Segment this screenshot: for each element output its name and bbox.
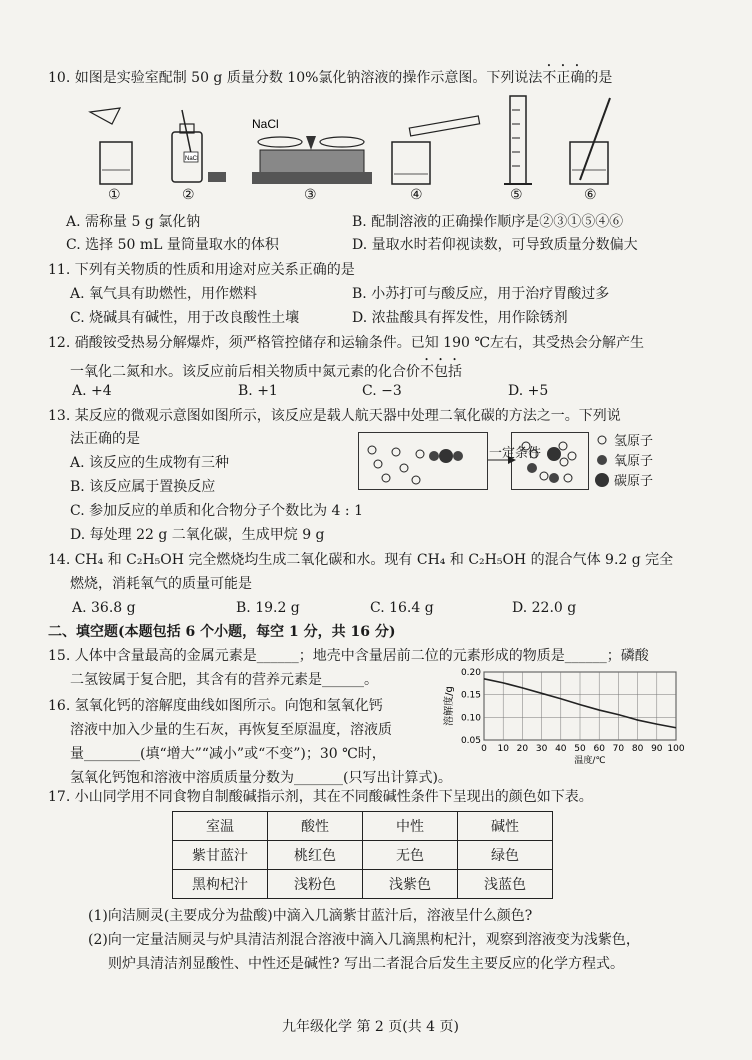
q17-sub1: (1)向洁厕灵(主要成分为盐酸)中滴入几滴紫甘蓝汁后，溶液呈什么颜色? — [88, 908, 533, 924]
table-cell: 浅蓝色 — [458, 870, 553, 899]
step1-beaker-icon — [90, 108, 132, 184]
q12-line2: 一氧化二氮和水。该反应前后相关物质中氮元素的化合价不包括 — [70, 364, 462, 380]
q13-line1: 13. 某反应的微观示意图如图所示，该反应是载人航天器中处理二氧化碳的方法之一。下列说 — [48, 408, 621, 424]
q13-option-b: B. 该反应属于置换反应 — [70, 479, 216, 495]
q16-line4: 氢氧化钙饱和溶液中溶质质量分数为_______(只写出计算式)。 — [70, 770, 452, 786]
q17-sub2-line1: (2)向一定量洁厕灵与炉具清洁剂混合溶液中滴入几滴黑枸杞汁，观察到溶液变为浅紫色， — [88, 932, 640, 948]
step-label-6: ⑥ — [584, 187, 597, 203]
q11-option-a: A. 氧气具有助燃性，用作燃料 — [70, 286, 258, 302]
x-tick-label: 30 — [535, 744, 548, 754]
q13-option-d: D. 每处理 22 g 二氧化碳，生成甲烷 9 g — [70, 527, 325, 543]
q10-stem: 10. 如图是实验室配制 50 g 质量分数 10%氯化钠溶液的操作示意图。下列说法不正确的是 — [48, 70, 613, 86]
table-header-row — [173, 812, 553, 841]
q14-option-d: D. 22.0 g — [512, 600, 577, 616]
table-header-cell: 中性 — [363, 812, 458, 841]
table-header-cell: 碱性 — [458, 812, 553, 841]
q12-option-d: D. +5 — [508, 383, 549, 399]
q12-option-c: C. −3 — [362, 383, 402, 399]
q15-line1: 15. 人体中含量最高的金属元素是______；地壳中含量居前二位的元素形成的物质是______；磷酸 — [48, 648, 649, 664]
q13-line2: 法正确的是 — [70, 431, 140, 447]
svg-text:NaCl: NaCl — [185, 156, 199, 162]
table-cell: 紫甘蓝汁 — [173, 841, 268, 870]
step-label-1: ① — [108, 187, 121, 203]
q14-option-c: C. 16.4 g — [370, 600, 434, 616]
x-tick-label: 50 — [574, 744, 586, 754]
y-tick-label: 0.05 — [460, 736, 481, 746]
table-row — [173, 870, 553, 899]
x-tick-label: 0 — [481, 744, 487, 754]
step4-pouring-icon — [392, 116, 480, 184]
q13-option-a: A. 该反应的生成物有三种 — [70, 455, 230, 471]
q12-line1: 12. 硝酸铵受热易分解爆炸，须严格管控储存和运输条件。已知 190 ℃左右，其受热会分解产生 — [48, 335, 644, 351]
table-cell: 绿色 — [458, 841, 553, 870]
q10-option-b: B. 配制溶液的正确操作顺序是②③①⑤④⑥ — [352, 214, 624, 230]
q17-sub2-line2: 则炉具清洁剂显酸性、中性还是碱性? 写出二者混合后发生主要反应的化学方程式。 — [108, 956, 624, 972]
q13-option-c: C. 参加反应的单质和化合物分子个数比为 4 : 1 — [70, 503, 363, 519]
q11-option-c: C. 烧碱具有碱性，用于改良酸性土壤 — [70, 310, 300, 326]
page-footer: 九年级化学 第 2 页(共 4 页) — [282, 1019, 459, 1035]
q11-stem: 11. 下列有关物质的性质和用途对应关系正确的是 — [48, 262, 355, 278]
solubility-chart — [440, 664, 690, 776]
legend-oxygen: 氧原子 — [614, 454, 654, 469]
step-label-5: ⑤ — [510, 187, 523, 203]
q15-line2: 二氢铵属于复合肥，其含有的营养元素是______。 — [70, 672, 378, 688]
x-tick-label: 100 — [667, 744, 685, 754]
q10-option-d: D. 量取水时若仰视读数，可导致质量分数偏大 — [352, 237, 638, 253]
x-tick-label: 10 — [497, 744, 509, 754]
step-label-2: ② — [182, 187, 195, 203]
legend-hydrogen: 氢原子 — [614, 434, 654, 449]
indicator-table — [172, 811, 553, 899]
q17-stem: 17. 小山同学用不同食物自制酸碱指示剂，其在不同酸碱性条件下呈现出的颜色如下表。 — [48, 789, 593, 805]
y-tick-label: 0.10 — [460, 713, 481, 724]
table-cell: 桃红色 — [268, 841, 363, 870]
x-tick-label: 80 — [631, 744, 644, 754]
q12-option-a: A. +4 — [72, 383, 112, 399]
q14-option-b: B. 19.2 g — [236, 600, 300, 616]
chart-xlabel: 温度/℃ — [574, 756, 606, 766]
q16-line2: 溶液中加入少量的生石灰，再恢复至原温度，溶液质 — [70, 722, 392, 738]
q16-line1: 16. 氢氧化钙的溶解度曲线如图所示。向饱和氢氧化钙 — [48, 698, 383, 714]
q14-line2: 燃烧，消耗氧气的质量可能是 — [70, 576, 252, 592]
step5-measuring-cylinder-icon — [504, 96, 532, 184]
table-cell: 浅粉色 — [268, 870, 363, 899]
x-tick-label: 20 — [516, 744, 529, 754]
table-cell: 浅紫色 — [363, 870, 458, 899]
q13-micro-diagram — [358, 432, 738, 492]
step2-reagent-bottle-icon — [172, 110, 226, 182]
q14-line1: 14. CH₄ 和 C₂H₅OH 完全燃烧均生成二氧化碳和水。现有 CH₄ 和 C₂H₅OH 的混合气体 9.2 g 完全 — [48, 552, 674, 568]
q16-line3: 量________(填“增大”“减小”或“不变”)；30 ℃时， — [70, 746, 386, 762]
step-label-3: ③ — [304, 187, 317, 203]
table-row — [173, 841, 553, 870]
q14-option-a: A. 36.8 g — [72, 600, 136, 616]
table-cell: 无色 — [363, 841, 458, 870]
legend-carbon: 碳原子 — [614, 474, 654, 489]
q10-option-a: A. 需称量 5 g 氯化钠 — [66, 214, 201, 230]
step-label-4: ④ — [410, 187, 423, 203]
x-tick-label: 70 — [612, 744, 625, 754]
reaction-condition: 一定条件 — [489, 446, 542, 461]
q12-option-b: B. +1 — [238, 383, 278, 399]
chart-grid — [484, 672, 676, 740]
nacl-label: NaCl — [252, 117, 279, 131]
y-tick-label: 0.15 — [460, 690, 481, 701]
x-tick-label: 90 — [651, 744, 663, 754]
x-tick-label: 40 — [555, 744, 567, 754]
q10-option-c: C. 选择 50 mL 量筒量取水的体积 — [66, 237, 279, 253]
table-header-cell: 酸性 — [268, 812, 363, 841]
table-cell: 黑枸杞汁 — [173, 870, 268, 899]
q11-option-d: D. 浓盐酸具有挥发性，用作除锈剂 — [352, 310, 568, 326]
x-tick-label: 60 — [593, 744, 605, 754]
step3-balance-icon — [252, 117, 372, 184]
y-tick-label: 0.20 — [460, 668, 481, 678]
q10-apparatus-figure — [80, 90, 640, 200]
step6-stirring-icon — [570, 98, 610, 184]
table-header-cell: 室温 — [173, 812, 268, 841]
section-2-heading: 二、填空题(本题包括 6 个小题，每空 1 分，共 16 分) — [48, 624, 396, 640]
chart-ylabel: 溶解度/g — [444, 686, 455, 726]
q11-option-b: B. 小苏打可与酸反应，用于治疗胃酸过多 — [352, 286, 610, 302]
